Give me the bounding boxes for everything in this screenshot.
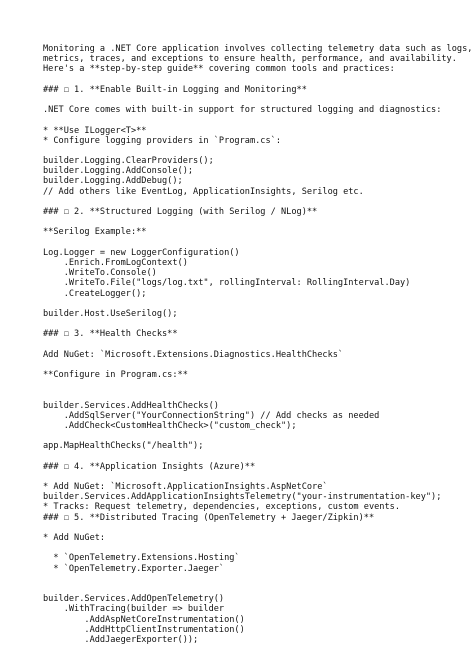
text-line: Here's a **step-by-step guide** covering common tools and practices: [43, 64, 395, 75]
text-line: builder.Host.UseSerilog(); [43, 308, 178, 319]
blank-line [43, 380, 463, 390]
text-line: .WithTracing(builder => builder [43, 604, 225, 615]
text-line: * Add NuGet: [43, 533, 106, 543]
blank-line [43, 238, 463, 248]
text-line: ### ☐ 1. **Enable Built-in Logging and Monitoring** [43, 84, 307, 95]
blank-line [43, 75, 463, 85]
text-line: builder.Services.AddHealthChecks() [43, 400, 219, 411]
text-line: // Add others like EventLog, ApplicationInsights, Serilog etc. [43, 186, 364, 197]
blank-line [43, 115, 463, 125]
text-line: ### ☐ 5. **Distributed Tracing (OpenTelemetry + Jaeger/Zipkin)** [43, 512, 375, 523]
text-line: .WriteTo.Console() [43, 268, 157, 279]
blank-line [43, 584, 463, 594]
text-line: * Tracks: Request telemetry, dependencies, exceptions, custom events. [43, 502, 400, 513]
text-line: * Add NuGet: `Microsoft.ApplicationInsights.AspNetCore` [43, 482, 328, 493]
text-line: .AddAspNetCoreInstrumentation() [43, 614, 245, 625]
text-line: builder.Logging.AddConsole(); [43, 166, 194, 177]
text-line: **Serilog Example:** [43, 227, 147, 238]
text-line: builder.Logging.ClearProviders(); [43, 156, 214, 167]
blank-line [43, 217, 463, 227]
text-line: ### ☐ 2. **Structured Logging (with Serilog / NLog)** [43, 207, 318, 217]
text-line: builder.Logging.AddDebug(); [43, 176, 183, 187]
text-line: * `OpenTelemetry.Extensions.Hosting` [43, 553, 240, 564]
text-line: Log.Logger = new LoggerConfiguration() [43, 247, 240, 258]
text-line: .AddHttpClientInstrumentation() [43, 624, 245, 635]
blank-line [43, 574, 463, 584]
text-line: **Configure in Program.cs:** [43, 370, 188, 380]
text-line: ### ☐ 4. **Application Insights (Azure)** [43, 461, 256, 472]
blank-line [43, 339, 463, 349]
blank-line [43, 299, 463, 309]
text-line: .Enrich.FromLogContext() [43, 257, 188, 268]
text-line: * `OpenTelemetry.Exporter.Jaeger` [43, 563, 225, 574]
blank-line [43, 390, 463, 400]
text-line: metrics, traces, and exceptions to ensure health, performance, and availability. [43, 54, 457, 65]
text-line: .AddSqlServer("YourConnectionString") // Add checks as needed [43, 410, 380, 421]
blank-line [43, 197, 463, 207]
blank-line [43, 95, 463, 105]
text-line: .AddJaegerExporter()); [43, 634, 199, 645]
blank-line [43, 472, 463, 482]
text-line: * **Use ILogger<T>** [43, 125, 147, 136]
text-line: ### ☐ 3. **Health Checks** [43, 329, 178, 340]
text-line: Monitoring a .NET Core application involves collecting telemetry data such as logs, [43, 44, 473, 54]
text-line: * Configure logging providers in `Program.cs`: [43, 135, 281, 146]
blank-line [43, 543, 463, 553]
blank-line [43, 523, 463, 533]
text-line: builder.Services.AddApplicationInsightsTelemetry("your-instrumentation-key"); [43, 492, 442, 503]
blank-line [43, 360, 463, 370]
blank-line [43, 431, 463, 441]
text-line: .CreateLogger(); [43, 288, 147, 299]
text-line: .AddCheck<CustomHealthCheck>("custom_check"); [43, 420, 297, 431]
text-line: .WriteTo.File("logs/log.txt", rollingInterval: RollingInterval.Day) [43, 278, 411, 289]
blank-line [43, 452, 463, 462]
text-line: .NET Core comes with built-in support for structured logging and diagnostics: [43, 105, 442, 116]
text-line: app.MapHealthChecks("/health"); [43, 441, 204, 452]
document-body [43, 44, 473, 645]
text-line: builder.Services.AddOpenTelemetry() [43, 594, 225, 605]
text-line: Add NuGet: `Microsoft.Extensions.Diagnostics.HealthChecks` [43, 349, 344, 360]
blank-line [43, 146, 463, 156]
blank-line [43, 319, 463, 329]
